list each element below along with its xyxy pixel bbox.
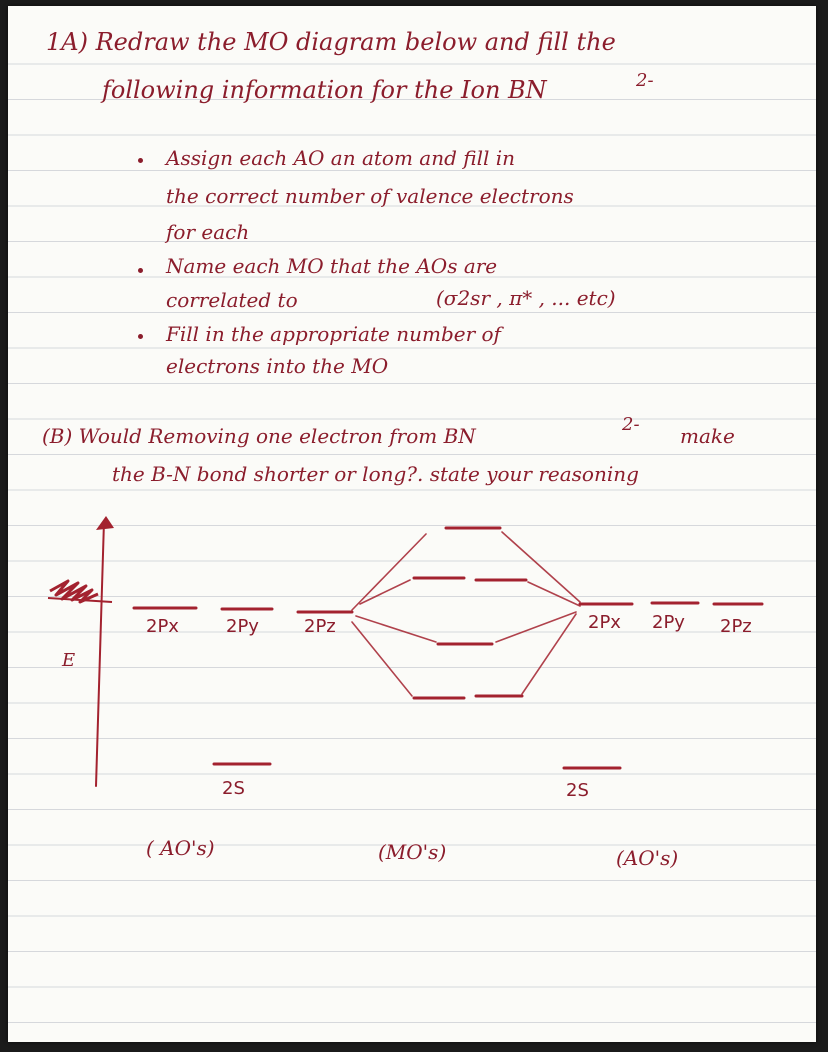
question-b-line-2: the B-N bond shorter or long?. state your reasoning (112, 462, 639, 486)
question-a-heading-line-2: following information for the Ion BN (102, 76, 547, 104)
question-b-charge: 2- (622, 414, 640, 435)
notebook-page (8, 6, 816, 1042)
right-2px-label: 2Px (588, 612, 621, 633)
energy-axis-label: E (62, 650, 76, 671)
right-2pz-label: 2Pz (720, 616, 752, 637)
bullet-3-line-2: electrons into the MO (166, 354, 389, 378)
bullet-3-line-1: Fill in the appropriate number of (166, 322, 501, 346)
connector-left-to-lower (352, 622, 412, 696)
bullet-2-line-1: Name each MO that the AOs are (166, 254, 498, 278)
left-2s-label: 2S (222, 778, 245, 799)
ion-charge-superscript: 2- (636, 70, 654, 91)
connector-left-to-top (352, 534, 426, 610)
question-a-heading-line-1: 1A) Redraw the MO diagram below and fill the (46, 28, 616, 56)
bullet-1-line-2: the correct number of valence electrons (166, 184, 574, 208)
question-b-line-1: (B) Would Removing one electron from BN (42, 424, 476, 448)
connector-left-to-upper (360, 580, 410, 604)
connector-lower-to-right (522, 614, 576, 694)
caption-left-aos: ( AO's) (146, 836, 215, 860)
bullet-1-line-3: for each (166, 220, 250, 244)
connector-top-to-right (502, 532, 580, 602)
left-2pz-label: 2Pz (304, 616, 336, 637)
bullet-1-line-1: Assign each AO an atom and fill in (166, 146, 516, 170)
left-2px-label: 2Px (146, 616, 179, 637)
right-2s-label: 2S (566, 780, 589, 801)
bullet-2-mo-examples: (σ2sr , π* , ... etc) (436, 286, 616, 310)
caption-right-aos: (AO's) (616, 846, 679, 870)
mo-diagram (8, 6, 816, 1042)
energy-axis-line (96, 521, 104, 786)
connector-middle-to-right (496, 612, 576, 642)
question-b-make: make (680, 424, 735, 448)
energy-axis-arrowhead (96, 516, 114, 530)
bullet-2-line-2: correlated to (166, 288, 298, 312)
caption-middle-mos: (MO's) (378, 840, 447, 864)
right-2py-label: 2Py (652, 612, 685, 633)
connector-left-to-middle (356, 616, 436, 642)
left-2py-label: 2Py (226, 616, 259, 637)
